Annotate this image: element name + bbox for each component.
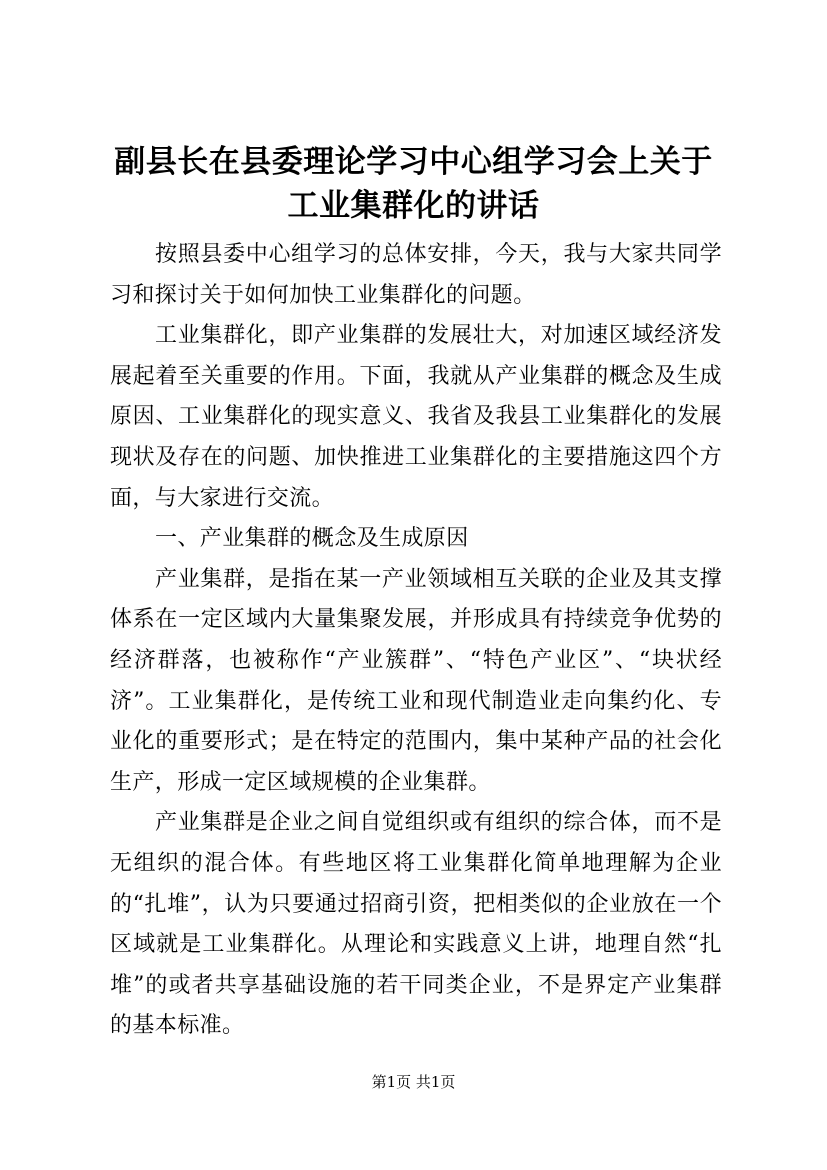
document-body: [110, 235, 722, 1047]
paragraph-overview: 工业集群化，即产业集群的发展壮大，对加速区域经济发展起着至关重要的作用。下面，我就从产业集群的概念及生成原因、工业集群化的现实意义、我省及我县工业集群化的发展现状及存在的问题、加快推进工业集群化的主要措施这四个方面，与大家进行交流。: [110, 323, 722, 511]
section-heading: 一、产业集群的概念及生成原因: [155, 526, 469, 552]
page-number-footer: 第1页 共1页: [371, 1073, 456, 1091]
document-title: 副县长在县委理论学习中心组学习会上关于工业集群化的讲话: [114, 144, 713, 224]
paragraph-organization: 产业集群是企业之间自觉组织或有组织的综合体，而不是无组织的混合体。有些地区将工业集群化简单地理解为企业的“扎堆”，认为只要通过招商引资，把相类似的企业放在一个区域就是工业集群化。从理论和实践意义上讲，地理自然“扎堆”的或者共享基础设施的若干同类企业，不是界定产业集群的基本标准。: [110, 810, 722, 1039]
paragraph-concept: 产业集群，是指在某一产业领域相互关联的企业及其支撑体系在一定区域内大量集聚发展，并形成具有持续竞争优势的经济群落，也被称作“产业簇群”、“特色产业区”、“块状经济”。工业集群化，是传统工业和现代制造业走向集约化、专业化的重要形式；是在特定的范围内，集中某种产品的社会化生产，形成一定区域规模的企业集群。: [110, 566, 722, 795]
paragraph-intro: 按照县委中心组学习的总体安排，今天，我与大家共同学习和探讨关于如何加快工业集群化的问题。: [110, 242, 722, 308]
